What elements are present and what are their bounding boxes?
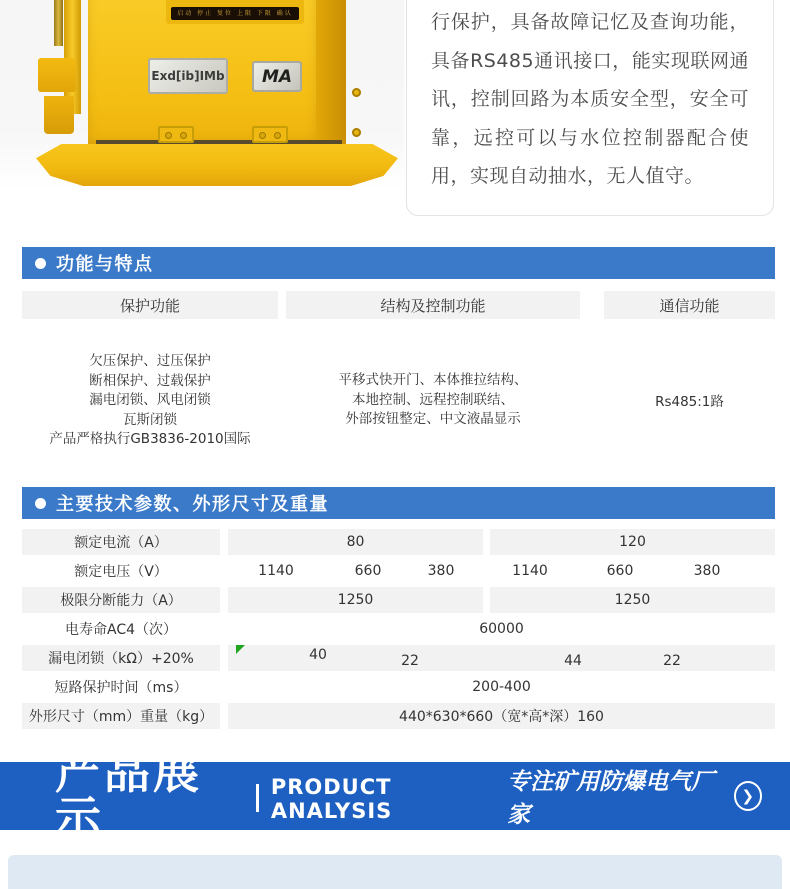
bullet-icon [35,258,46,269]
factory-tagline-link[interactable] [507,763,762,829]
section-header-features [22,247,775,279]
control-label-strip: 启动 停止 复位 上限 下限 确认 [171,7,299,20]
spec-label: 短路保护时间（ms） [54,680,188,696]
bolt-icon [352,128,361,137]
spec-value-group [228,645,775,671]
product-photo [0,0,404,238]
column-header-communication: 通信功能 [604,291,775,319]
machine-rod [54,0,63,46]
section-title: 功能与特点 [56,254,154,275]
banner-title-cn: 产品展示 [55,747,202,844]
spec-value: 1250 [490,587,775,613]
spec-value: 1140 [258,563,294,579]
product-description-text: 行保护，具备故障记忆及查询功能，具备RS485通讯接口，能实现联网通讯，控制回路为本质安全型，安全可靠，远控可以与水位控制器配合使用，实现自动抽水，无人值守。 [431,11,749,187]
protection-feature-list [22,352,278,450]
tagline-text: 专注矿用防爆电气厂家 [507,769,715,828]
feature-line: 本地控制、远程控制联结、 [352,391,514,408]
spec-label: 额定电流（A） [22,529,220,555]
spec-value: 120 [490,529,775,555]
feature-line: 产品严格执行GB3836-2010国际 [49,431,251,447]
footer-strip [8,855,782,889]
feature-line: Rs485:1路 [655,394,724,410]
banner-title-en: PRODUCT ANALYSIS [270,775,393,823]
chevron-right-circle-icon[interactable]: ❯ [734,781,762,811]
feature-line: 欠压保护、过压保护 [89,353,211,369]
spec-value: 660 [354,563,382,579]
green-corner-marker-icon [236,645,245,654]
machine-side-panel [316,0,346,156]
section-title: 主要技术参数、外形尺寸及重量 [56,494,329,515]
spec-value: 22 [663,653,681,669]
spec-value: 1250 [228,587,483,613]
machine-bracket [38,58,76,92]
hinge-bracket [252,126,288,143]
product-analysis-banner [0,747,790,844]
communication-feature-list [604,393,775,413]
spec-value: 60000 [479,621,524,637]
feature-line: 漏电闭锁、风电闭锁 [89,392,211,408]
spec-value: 660 [606,563,634,579]
spec-value: 22 [401,653,419,669]
spec-value: 44 [564,653,582,669]
certification-plate: Exd[ib]IMb [148,58,228,94]
column-header-protection: 保护功能 [22,291,278,319]
product-description-panel [406,0,774,216]
feature-line: 断相保护、过载保护 [89,372,211,389]
feature-line: 外部按钮整定、中文液晶显示 [345,411,521,427]
spec-value: 380 [427,563,455,579]
spec-value: 80 [228,529,483,555]
ma-mark-plate: MA [252,61,302,92]
bullet-icon [35,498,46,509]
spec-label: 外形尺寸（mm）重量（kg） [22,703,220,729]
structure-control-feature-list [286,371,580,430]
feature-line: 瓦斯闭锁 [123,411,177,428]
column-header-structure-control: 结构及控制功能 [286,291,580,319]
divider [256,784,259,812]
spec-value: 440*630*660（宽*高*深）160 [228,703,775,729]
spec-value: 40 [309,647,327,663]
spec-value: 380 [693,563,721,579]
machine-base-sled [36,144,398,186]
spec-value: 200-400 [472,679,531,695]
spec-label: 电寿命AC4（次） [64,622,177,638]
spec-label: 额定电压（V） [74,564,168,580]
feature-line: 平移式快开门、本体推拉结构、 [338,372,528,388]
bolt-icon [352,88,361,97]
section-header-specs [22,487,775,519]
spec-label: 漏电闭锁（kΩ）+20% [22,645,220,671]
spec-label: 极限分断能力（A） [22,587,220,613]
hinge-bracket [158,126,194,143]
spec-value: 1140 [512,563,548,579]
machine-foot [44,96,74,134]
